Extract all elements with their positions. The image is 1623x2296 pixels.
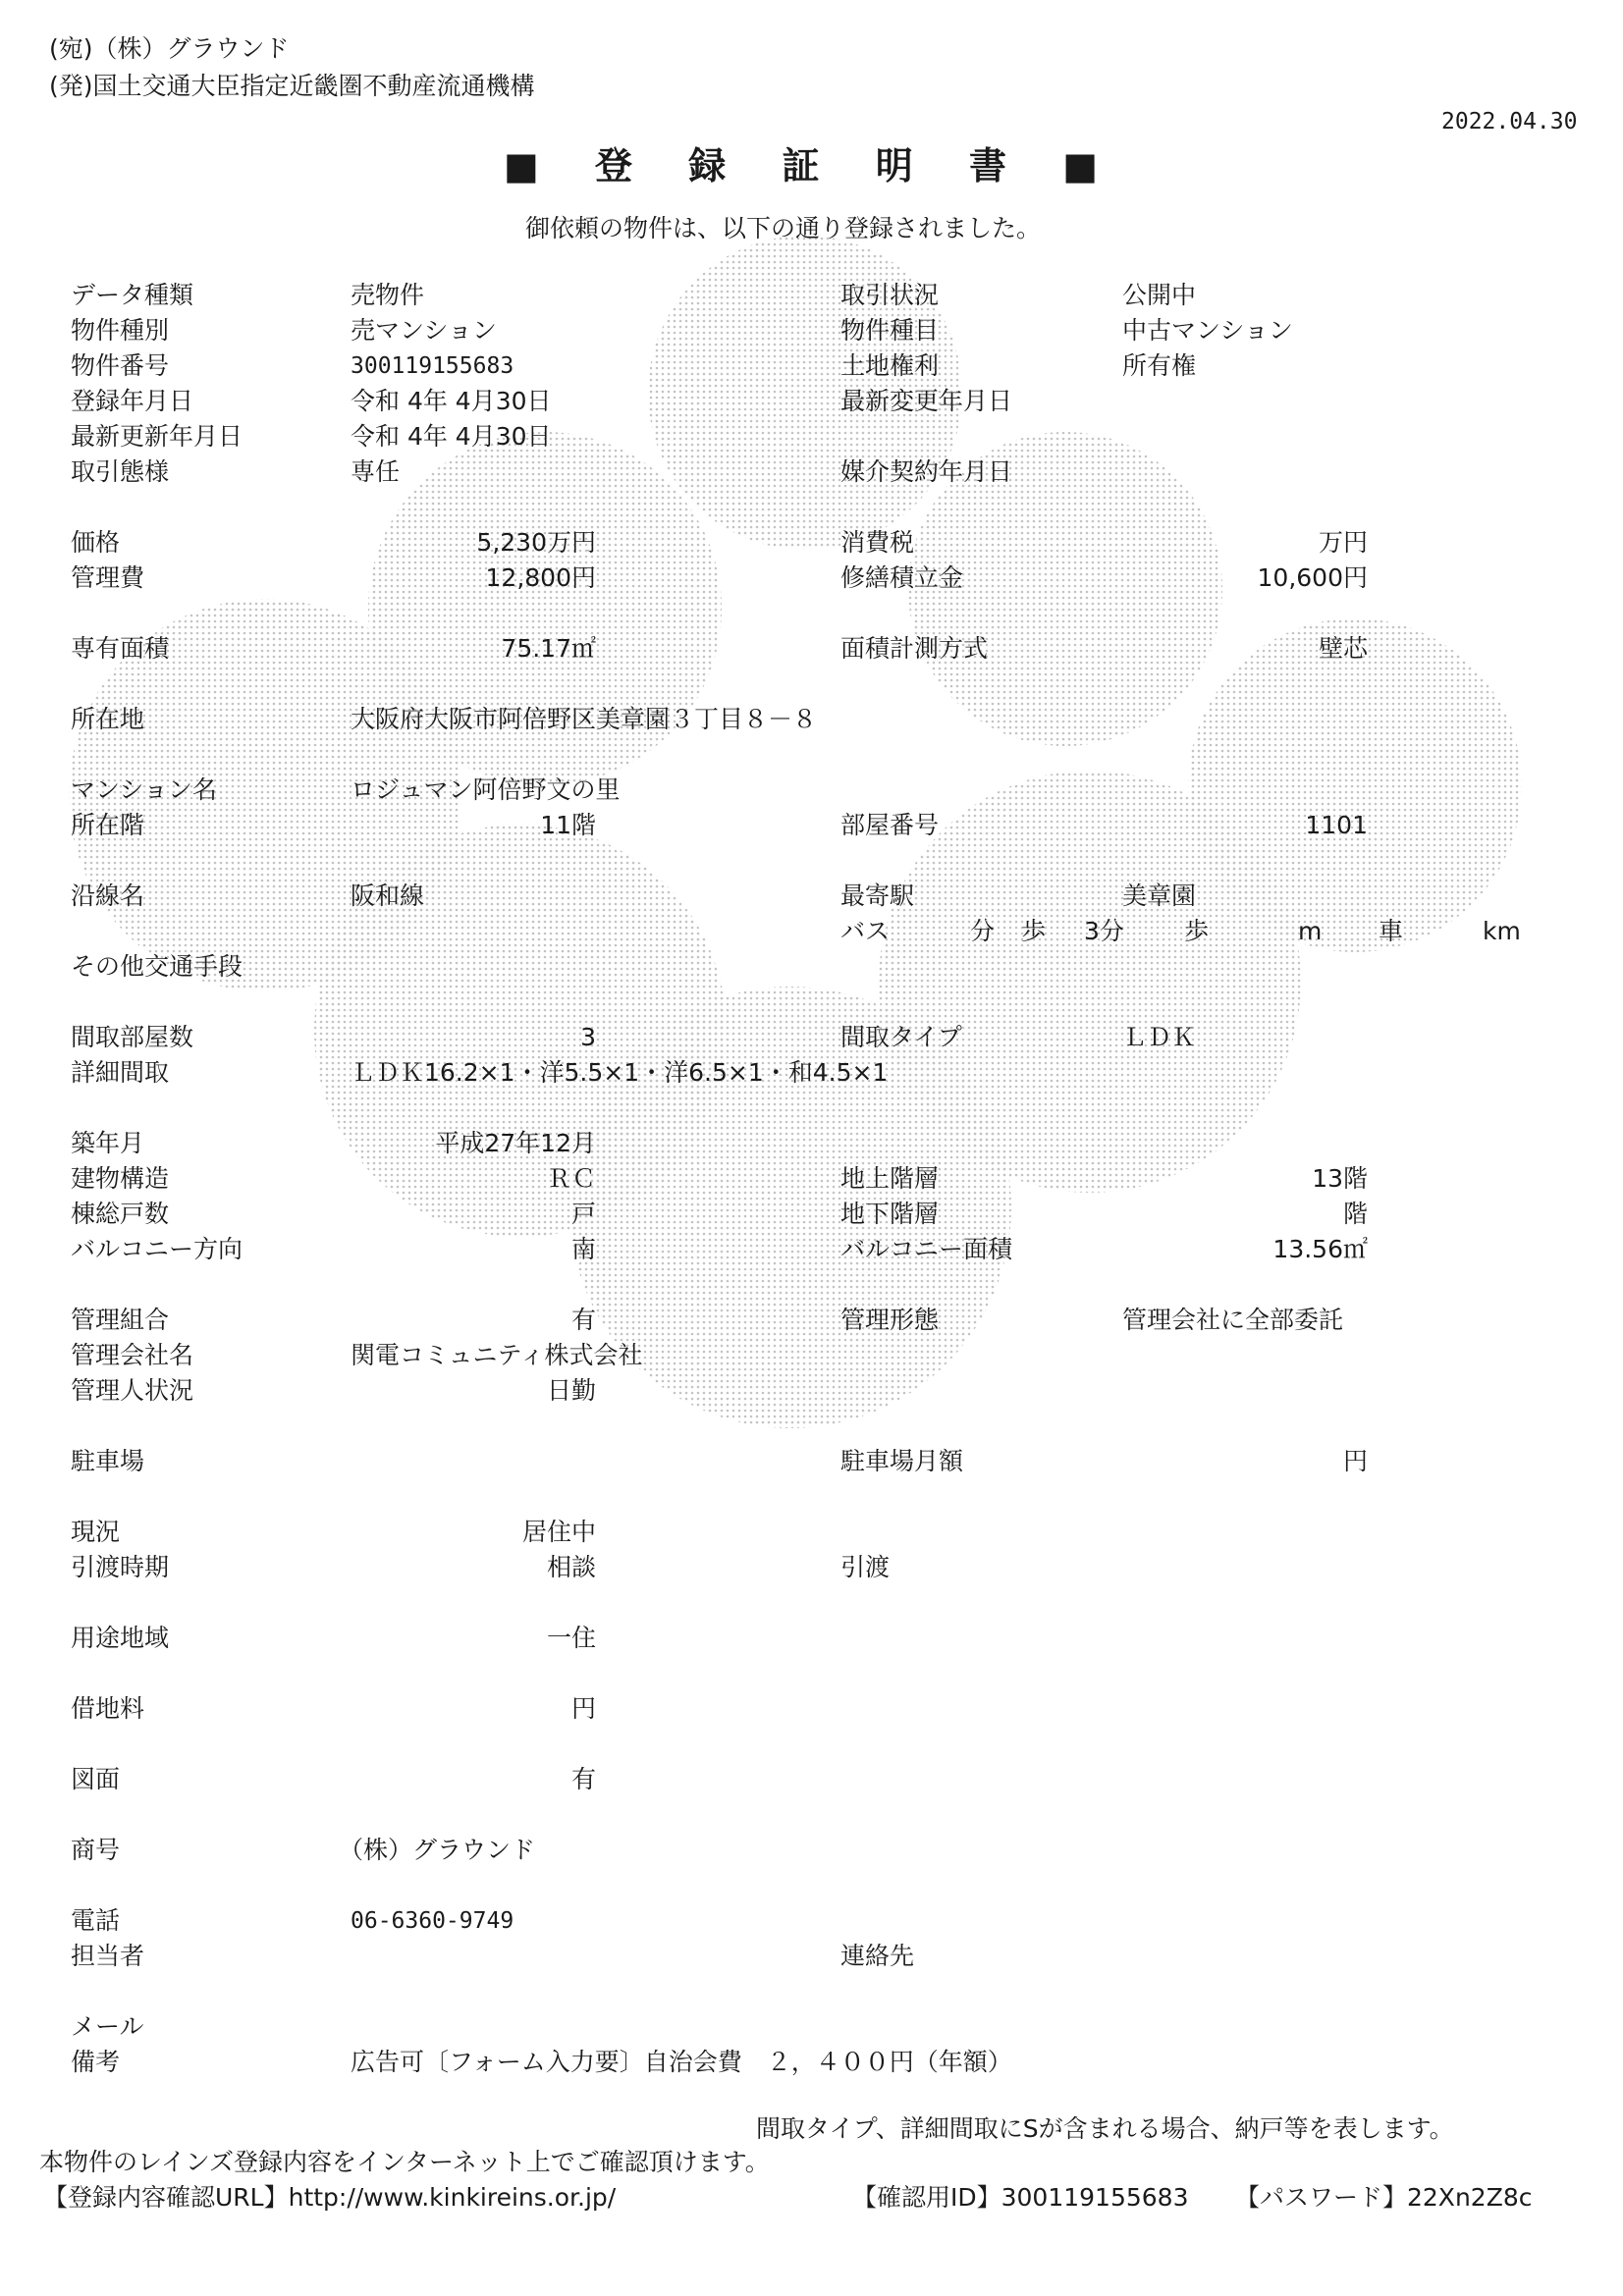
value-floors-above: 13階	[1312, 1164, 1368, 1193]
value-floor: 11階	[540, 811, 596, 839]
value-repair-fund: 10,600円	[1257, 563, 1368, 592]
value-mgmt-union: 有	[570, 1306, 596, 1334]
value-floors-below: 階	[1342, 1200, 1368, 1228]
label-land-rent: 借地料	[71, 1694, 145, 1723]
access-km: km	[1483, 917, 1521, 945]
value-address: 大阪府大阪市阿倍野区美章園３丁目８－８	[351, 705, 818, 733]
label-manager-status: 管理人状況	[71, 1376, 194, 1405]
value-rooms: 3	[580, 1023, 596, 1051]
value-line: 阪和線	[351, 881, 425, 910]
label-trade-status: 取引状況	[840, 281, 940, 309]
value-handover-time: 相談	[546, 1553, 596, 1581]
label-repair-fund: 修繕積立金	[840, 563, 964, 592]
value-property-no: 300119155683	[351, 353, 514, 379]
label-property-item: 物件種目	[840, 316, 940, 345]
label-line: 沿線名	[71, 881, 145, 910]
label-contact: 連絡先	[840, 1942, 915, 1970]
access-walk-min: 3分	[1084, 917, 1124, 945]
label-parking: 駐車場	[71, 1447, 145, 1475]
value-trade-status: 公開中	[1122, 281, 1197, 309]
label-other-transport: その他交通手段	[71, 952, 243, 981]
label-station: 最寄駅	[840, 881, 915, 910]
label-tax: 消費税	[840, 528, 915, 557]
label-parking-fee: 駐車場月額	[840, 1447, 964, 1475]
label-area-method: 面積計測方式	[840, 634, 989, 663]
value-trade-name: （株）グラウンド	[339, 1836, 536, 1864]
label-property-no: 物件番号	[71, 351, 170, 380]
value-price: 5,230万円	[476, 528, 596, 557]
value-land-right: 所有権	[1122, 351, 1197, 380]
value-mgmt-company: 関電コミュニティ株式会社	[351, 1341, 643, 1369]
label-mgmt-form: 管理形態	[840, 1306, 940, 1334]
value-reg-date: 令和 4年 4月30日	[351, 387, 552, 415]
value-units: 戸	[570, 1200, 596, 1228]
label-remarks: 備考	[71, 2048, 121, 2076]
value-parking-fee: 円	[1342, 1447, 1368, 1475]
label-layout-detail: 詳細間取	[71, 1058, 170, 1087]
value-balcony-dir: 南	[570, 1235, 596, 1263]
value-drawing: 有	[570, 1765, 596, 1793]
value-latest-update: 令和 4年 4月30日	[351, 422, 552, 451]
label-balcony-dir: バルコニー方向	[71, 1235, 243, 1263]
footer-note: 間取タイプ、詳細間取にSが含まれる場合、納戸等を表します。	[756, 2114, 1454, 2143]
page-title: ■ 登 録 証 明 書 ■	[503, 144, 1120, 187]
value-mgmt-fee: 12,800円	[485, 563, 596, 592]
label-address: 所在地	[71, 705, 145, 733]
footer-url: 【登録内容確認URL】http://www.kinkireins.or.jp/	[43, 2183, 617, 2212]
value-room-no: 1101	[1305, 811, 1368, 839]
label-floor: 所在階	[71, 811, 145, 839]
access-walk-label1: 歩	[1021, 917, 1047, 945]
label-data-type: データ種類	[71, 281, 194, 309]
label-current: 現況	[71, 1518, 121, 1546]
label-mail: メール	[71, 2012, 144, 2041]
access-meter: m	[1298, 917, 1323, 945]
value-manager-status: 日勤	[546, 1376, 596, 1405]
access-bus: バス	[840, 917, 891, 945]
label-rooms: 間取部屋数	[71, 1023, 194, 1051]
label-zoning: 用途地域	[71, 1624, 170, 1652]
label-property-kind: 物件種別	[71, 316, 170, 345]
label-phone: 電話	[71, 1906, 121, 1935]
label-floors-above: 地上階層	[840, 1164, 940, 1193]
label-mgmt-company: 管理会社名	[71, 1341, 194, 1369]
value-property-item: 中古マンション	[1122, 316, 1293, 345]
value-tax: 万円	[1318, 528, 1368, 557]
value-area: 75.17㎡	[501, 634, 596, 663]
label-handover: 引渡	[840, 1553, 891, 1581]
label-structure: 建物構造	[71, 1164, 170, 1193]
value-land-rent: 円	[570, 1694, 596, 1723]
value-balcony-area: 13.56㎡	[1272, 1235, 1368, 1263]
value-layout-detail: ＬＤＫ16.2×1・洋5.5×1・洋6.5×1・和4.5×1	[351, 1058, 889, 1087]
access-walk-label2: 歩	[1184, 917, 1210, 945]
label-mgmt-fee: 管理費	[71, 563, 145, 592]
subtitle: 御依頼の物件は、以下の通り登録されました。	[525, 214, 1042, 242]
label-broker-contract: 媒介契約年月日	[840, 457, 1013, 486]
value-trade-mode: 専任	[351, 457, 401, 486]
label-balcony-area: バルコニー面積	[840, 1235, 1013, 1263]
issuer: (発)国土交通大臣指定近畿圏不動産流通機構	[49, 72, 535, 100]
value-station: 美章園	[1122, 881, 1197, 910]
value-mgmt-form: 管理会社に全部委託	[1122, 1306, 1344, 1334]
label-trade-mode: 取引態様	[71, 457, 170, 486]
value-zoning: 一住	[546, 1624, 596, 1652]
label-person: 担当者	[71, 1942, 145, 1970]
label-handover-time: 引渡時期	[71, 1553, 170, 1581]
footer-password: 【パスワード】22Xn2Z8c	[1235, 2183, 1533, 2212]
recipient: (宛)（株）グラウンド	[49, 34, 290, 63]
access-car: 車	[1379, 917, 1404, 945]
value-built: 平成27年12月	[435, 1129, 596, 1157]
value-property-kind: 売マンション	[351, 316, 497, 345]
label-land-right: 土地権利	[840, 351, 940, 380]
value-structure: ＲＣ	[546, 1164, 596, 1193]
label-latest-change: 最新変更年月日	[840, 387, 1013, 415]
label-room-no: 部屋番号	[840, 811, 940, 839]
label-trade-name: 商号	[71, 1836, 121, 1864]
label-mansion-name: マンション名	[71, 775, 217, 804]
value-layout-type: ＬＤＫ	[1122, 1023, 1197, 1051]
label-reg-date: 登録年月日	[71, 387, 194, 415]
value-phone: 06-6360-9749	[351, 1908, 514, 1934]
label-price: 価格	[71, 528, 121, 557]
label-area: 専有面積	[71, 634, 170, 663]
label-mgmt-union: 管理組合	[71, 1306, 170, 1334]
value-mansion-name: ロジュマン阿倍野文の里	[351, 775, 621, 804]
label-latest-update: 最新更新年月日	[71, 422, 243, 451]
value-data-type: 売物件	[351, 281, 425, 309]
footer-confirm-id: 【確認用ID】300119155683	[852, 2183, 1189, 2212]
label-drawing: 図面	[71, 1765, 121, 1793]
footer-internet-note: 本物件のレインズ登録内容をインターネット上でご確認頂けます。	[39, 2148, 770, 2176]
label-units: 棟総戸数	[71, 1200, 170, 1228]
value-remarks: 広告可〔フォーム入力要〕自治会費 ２，４００円（年額）	[351, 2048, 1012, 2076]
issue-date: 2022.04.30	[1441, 109, 1578, 134]
access-bus-min: 分	[970, 917, 996, 945]
value-area-method: 壁芯	[1318, 634, 1368, 663]
label-floors-below: 地下階層	[840, 1200, 940, 1228]
label-layout-type: 間取タイプ	[840, 1023, 962, 1051]
label-built: 築年月	[71, 1129, 145, 1157]
value-current: 居住中	[521, 1518, 596, 1546]
